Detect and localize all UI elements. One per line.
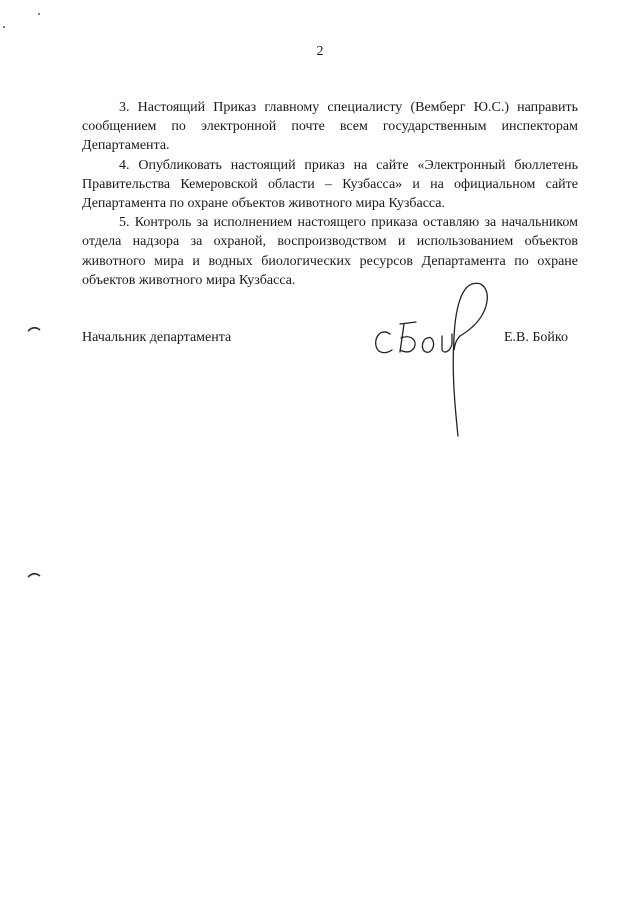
document-body xyxy=(82,98,578,290)
signature-block xyxy=(82,330,578,350)
scan-speck xyxy=(38,13,40,15)
paragraph-item-5: 5. Контроль за исполнением настоящего приказа оставляю за начальником отдела надзора за охраной, воспроизводством и использованием объектов животного мира и водных биологических ресурсов Департамента по охране объектов животного мира Кузбасса. xyxy=(82,215,578,288)
paragraph-item-4: 4. Опубликовать настоящий приказ на сайте «Электронный бюллетень Правительства Кемеровской области – Кузбасса» и на официальном сайте Департамента по охране объектов животного мира Кузбасса. xyxy=(82,157,578,212)
paragraph-item-3: 3. Настоящий Приказ главному специалисту (Вемберг Ю.С.) направить сообщением по электронной почте всем государственным инспекторам Департамента. xyxy=(82,100,578,154)
signer-name: Е.В. Бойко xyxy=(503,330,568,345)
scan-speck xyxy=(3,26,5,28)
position-title: Начальник департамента xyxy=(82,330,232,345)
handwritten-signature xyxy=(360,278,500,438)
punch-hole-mark xyxy=(27,326,41,332)
punch-hole-mark xyxy=(27,572,41,578)
page-number: 2 xyxy=(316,44,324,59)
